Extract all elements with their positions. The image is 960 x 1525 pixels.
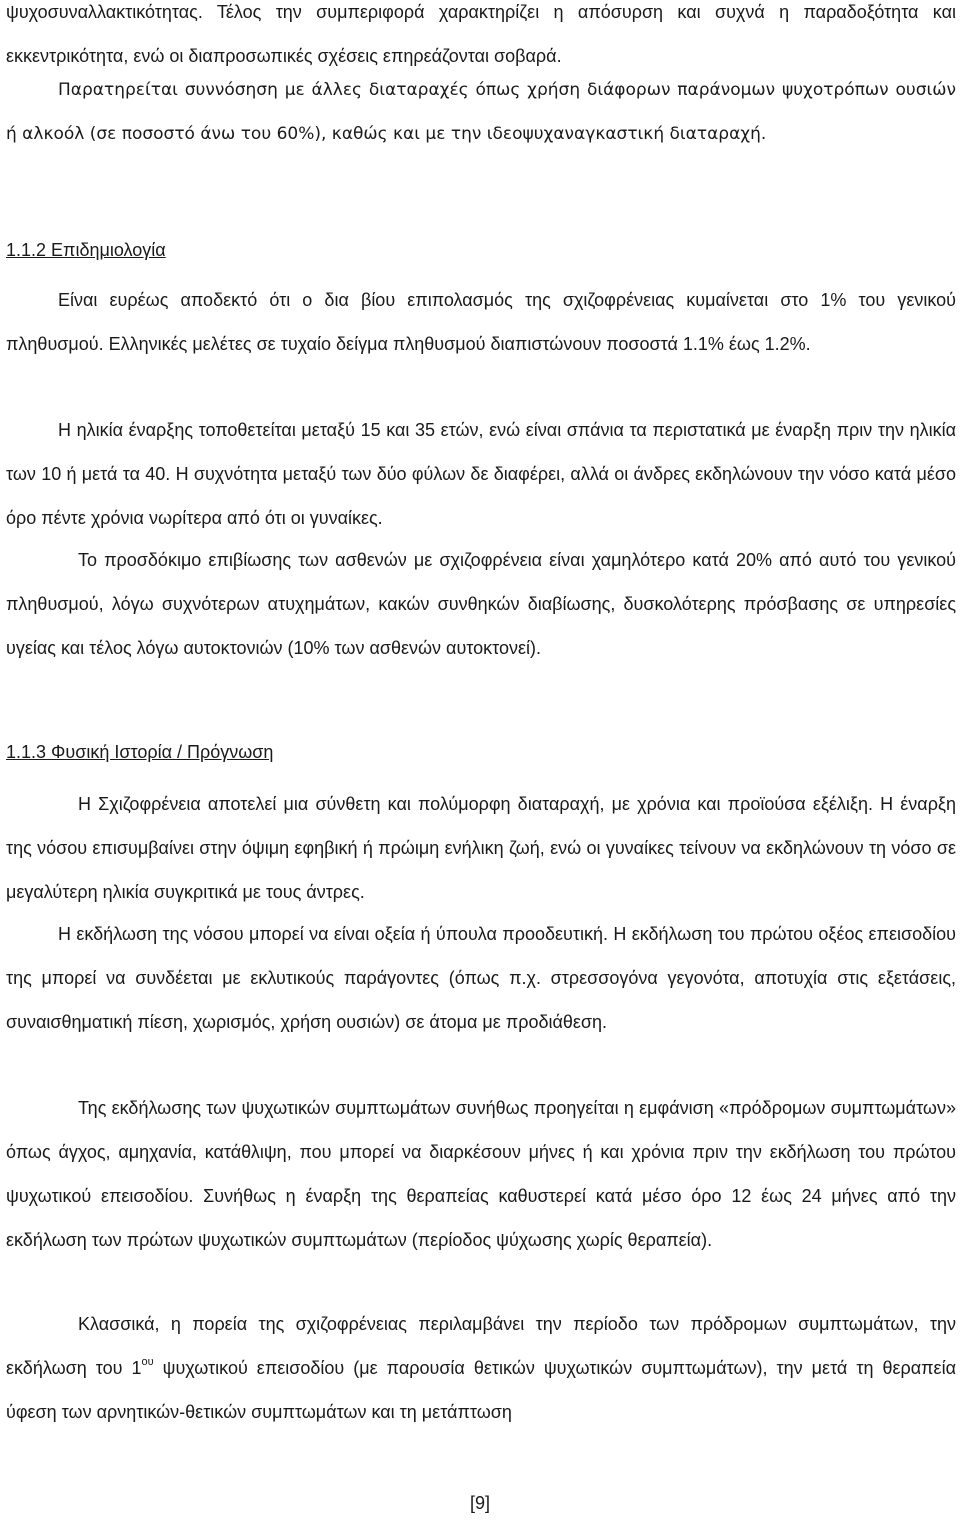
paragraph-course [6, 782, 956, 914]
paragraph-classic-course [6, 1302, 956, 1434]
paragraph-onset-age [6, 408, 956, 540]
paragraph-comorbidity-text: Παρατηρείται συννόσηση με άλλες διαταραχές όπως χρήση διάφορων παράνομων ψυχοτρόπων ουσιών ή αλκοόλ (σε ποσοστό άνω του 60%), καθώς και με την ιδεοψυχαναγκαστική διαταραχή. [6, 80, 956, 144]
paragraph-prevalence-text: Είναι ευρέως αποδεκτό ότι ο δια βίου επιπολασμός της σχιζοφρένειας κυμαίνεται στο 1% του γενικού πληθυσμού. Ελληνικές μελέτες σε τυχαίο δείγμα πληθυσμού διαπιστώνουν ποσοστά 1.1% έως 1.2%. [6, 290, 956, 354]
paragraph-comorbidity [6, 68, 956, 156]
paragraph-prodromal-text: Της εκδήλωσης των ψυχωτικών συμπτωμάτων συνήθως προηγείται η εμφάνιση «πρόδρομων συμπτωμάτων» όπως άγχος, αμηχανία, κατάθλιψη, που μπορεί να διαρκέσουν μήνες ή και χρόνια πριν την εκδήλωση του πρώτου ψυχωτικού επεισοδίου. Συνήθως η έναρξη της θεραπείας καθυστερεί κατά μέσο όρο 12 έως 24 μήνες από την εκδήλωση των πρώτων ψυχωτικών συμπτωμάτων (περίοδος ψύχωσης χωρίς θεραπεία). [6, 1098, 956, 1250]
paragraph-course-text: Η Σχιζοφρένεια αποτελεί μια σύνθετη και πολύμορφη διαταραχή, με χρόνια και προϊούσα εξέλιξη. Η έναρξη της νόσου επισυμβαίνει στην όψιμη εφηβική ή πρώιμη ενήλικη ζωή, ενώ οι γυναίκες τείνουν να εκδηλώνουν τη νόσο σε μεγαλύτερη ηλικία συγκριτικά με τους άντρες. [6, 794, 956, 902]
paragraph-manifestation [6, 912, 956, 1044]
paragraph-manifestation-text: Η εκδήλωση της νόσου μπορεί να είναι οξεία ή ύπουλα προοδευτική. Η εκδήλωση του πρώτου οξέος επεισοδίου της μπορεί να συνδέεται με εκλυτικούς παράγοντες (όπως π.χ. στρεσσογόνα γεγονότα, αποτυχία στις εξετάσεις, συναισθηματική πίεση, χωρισμός, χρήση ουσιών) σε άτομα με προδιάθεση. [6, 924, 956, 1032]
paragraph-classic-course-text-b: ψυχωτικού επεισοδίου (με παρουσία θετικών ψυχωτικών συμπτωμάτων), την μετά τη θεραπεία ύφεση των αρνητικών-θετικών συμπτωμάτων και τη μετάπτωση [6, 1358, 956, 1422]
paragraph-prodromal [6, 1086, 956, 1262]
section-heading-epidemiology: 1.1.2 Επιδημιολογία [6, 240, 166, 260]
section-heading-natural-history: 1.1.3 Φυσική Ιστορία / Πρόγνωση [6, 742, 274, 762]
ordinal-superscript: ου [141, 1356, 154, 1368]
paragraph-onset-age-text: Η ηλικία έναρξης τοποθετείται μεταξύ 15 και 35 ετών, ενώ είναι σπάνια τα περιστατικά με έναρξη πριν την ηλικία των 10 ή μετά τα 40. Η συχνότητα μεταξύ των δύο φύλων δε διαφέρει, αλλά οι άνδρες εκδηλώνουν την νόσο κατά μέσο όρο πέντε χρόνια νωρίτερα από ότι οι γυναίκες. [6, 420, 956, 528]
paragraph-prevalence [6, 278, 956, 366]
paragraph-life-expectancy [6, 538, 956, 670]
paragraph-classic-course-text-a: Κλασσικά, η πορεία της σχιζοφρένειας περιλαμβάνει την περίοδο των πρόδρομων συμπτωμάτων, την εκδήλωση του 1 [6, 1314, 956, 1378]
paragraph-intro: ψυχοσυναλλακτικότητας. Τέλος την συμπεριφορά χαρακτηρίζει η απόσυρση και συχνά η παραδοξότητα και εκκεντρικότητα, ενώ οι διαπροσωπικές σχέσεις επηρεάζονται σοβαρά. [6, 2, 956, 66]
page-number: [9] [469, 1493, 490, 1513]
paragraph-life-expectancy-text: Το προσδόκιμο επιβίωσης των ασθενών με σχιζοφρένεια είναι χαμηλότερο κατά 20% από αυτό του γενικού πληθυσμού, λόγω συχνότερων ατυχημάτων, κακών συνθηκών διαβίωσης, δυσκολότερης πρόσβασης σε υπηρεσίες υγείας και τέλος λόγω αυτοκτονιών (10% των ασθενών αυτοκτονεί). [6, 550, 956, 658]
